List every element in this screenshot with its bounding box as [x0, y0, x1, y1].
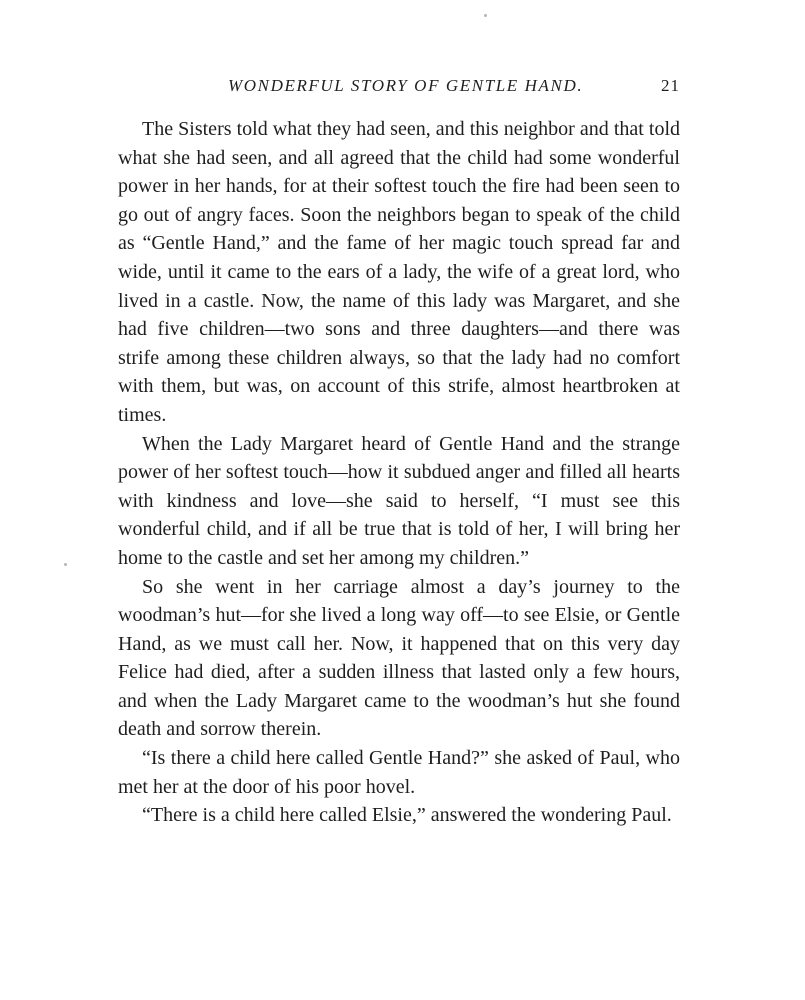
paragraph-5: “There is a child here called Elsie,” answered the wondering Paul.	[142, 804, 672, 827]
paragraph-1: The Sisters told what they had seen, and this neighbor and that told what she had seen, and all agreed that the child had some wonderful power in her hands, for at their softest touch the fire had been seen to go out of angry faces. Soon the neighbors began to speak of the child as “Gentle Hand,” and the fame of her magic touch spread far and wide, until it came to the ears of a lady, the wife of a great lord, who lived in a castle. Now, the name of this lady was Margaret, and she had five children—two sons and three daughters—and there was strife among these children always, so that the lady had no comfort with them, but was, on account of this strife, almost heartbroken at times.	[118, 118, 680, 426]
paper-speck	[484, 14, 487, 17]
page-number: 21	[661, 76, 680, 95]
paragraph-2: When the Lady Margaret heard of Gentle Hand and the strange power of her softest touch—how it subdued anger and filled all hearts with kindness and love—she said to herself, “I must see this wonderful child, and if all be true that is told of her, I will bring her home to the castle and set her among my children.”	[118, 432, 680, 569]
paper-speck	[64, 563, 67, 566]
paragraph-4: “Is there a child here called Gentle Hand?” she asked of Paul, who met her at the door of his poor hovel.	[118, 747, 680, 798]
running-head	[118, 76, 684, 100]
running-title: WONDERFUL STORY OF GENTLE HAND.	[228, 76, 584, 95]
paragraph-3: So she went in her carriage almost a day’s journey to the woodman’s hut—for she lived a long way off—to see Elsie, or Gentle Hand, as we must call her. Now, it happened that on this very day Felice had died, after a sudden illness that lasted only a few hours, and when the Lady Margaret came to the woodman’s hut she found death and sorrow therein.	[118, 575, 680, 741]
body-text	[118, 115, 680, 830]
